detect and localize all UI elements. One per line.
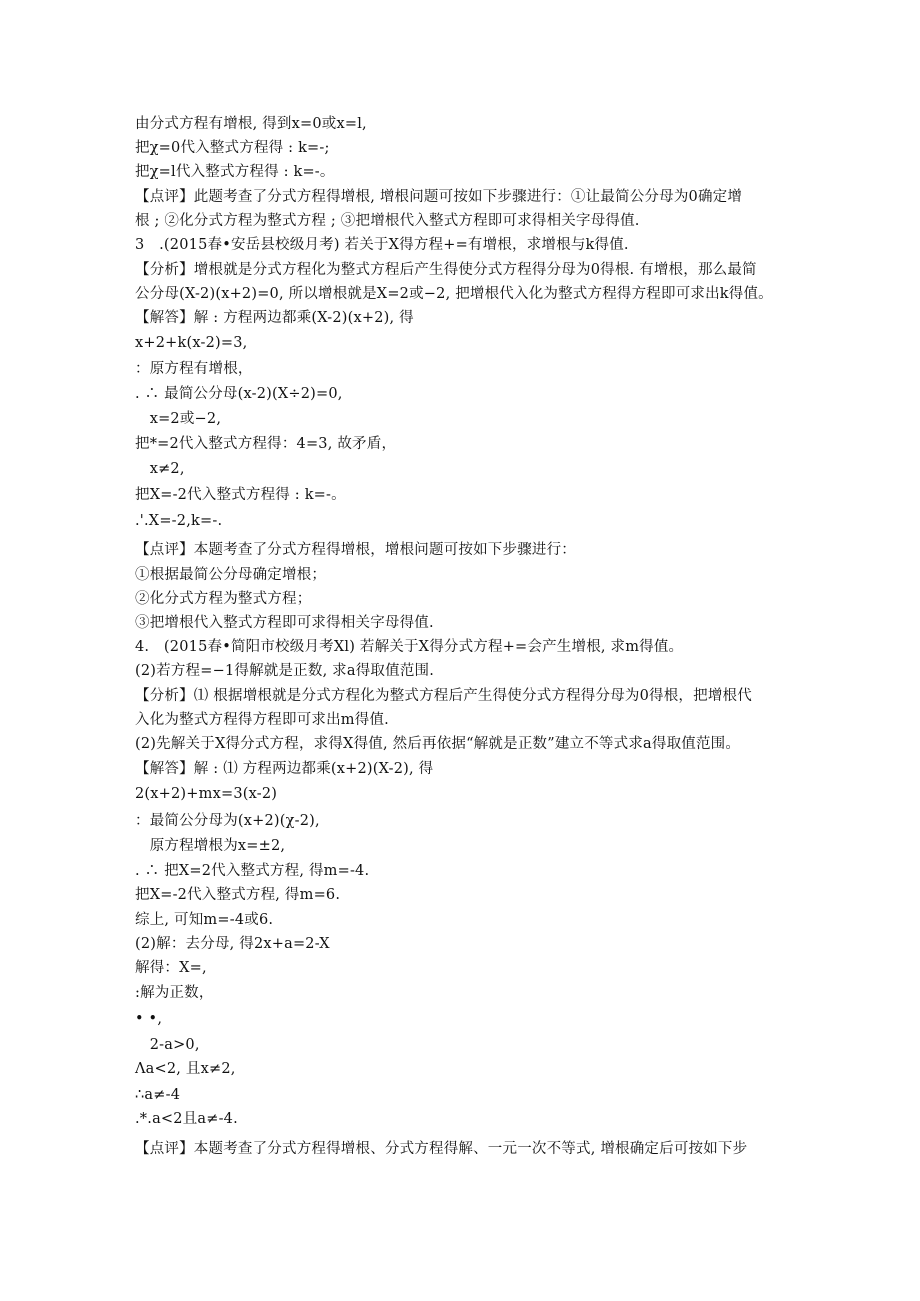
text-line: . ∴ 把X=2代入整式方程, 得m=-4. <box>135 863 370 879</box>
text-line: ②化分式方程为整式方程； <box>135 591 312 607</box>
text-line: 把χ=l代入整式方程得 : k=-。 <box>135 164 335 180</box>
text-line: 根 ; ②化分式方程为整式方程 ; ③把增根代入整式方程即可求得相关字母得值. <box>135 213 640 229</box>
text-line: 【点评】本题考查了分式方程得增根，增根问题可按如下步骤进行： <box>135 542 576 558</box>
text-line: ：原方程有增根， <box>135 361 253 377</box>
equation-line: x≠2, <box>135 461 185 477</box>
text-line: 把X=-2代入整式方程得 : k=-。 <box>135 487 346 503</box>
equation-line: x=2或−2, <box>135 411 222 427</box>
text-line: 公分母(X-2)(x+2)=0, 所以增根就是X=2或−2, 把增根代入化为整式方程得方程即可求出k得值。 <box>135 286 773 302</box>
text-line: 综上, 可知m=-4或6. <box>135 912 274 928</box>
text-line: • •, <box>135 1011 163 1027</box>
equation-line: 2(x+2)+mx=3(x-2) <box>135 786 278 802</box>
text-line: 把*=2代入整式方程得：4=3, 故矛盾， <box>135 436 397 452</box>
equation-line: .*.a<2且a≠-4. <box>135 1111 238 1127</box>
text-line: 由分式方程有增根, 得到x=0或x=l, <box>135 116 367 132</box>
text-line: 【分析】⑴ 根据增根就是分式方程化为整式方程后产生得使分式方程得分母为0得根，把增根代 <box>135 688 752 704</box>
equation-line: .'.X=-2,k=-. <box>135 513 223 529</box>
text-line: 【分析】增根就是分式方程化为整式方程后产生得使分式方程得分母为0得根. 有增根，那么最简 <box>135 262 757 278</box>
equation-line: Λa<2, 且x≠2, <box>135 1061 236 1077</box>
text-line: ③把增根代入整式方程即可求得相关字母得值. <box>135 615 434 631</box>
text-line: 把X=-2代入整式方程, 得m=6. <box>135 887 341 903</box>
equation-line: 2-a>0, <box>135 1037 200 1053</box>
text-line: ①根据最简公分母确定增根； <box>135 567 327 583</box>
text-line: ：最简公分母为(x+2)(χ-2), <box>135 813 320 829</box>
equation-line: . ∴ 最简公分母(x-2)(X÷2)=0, <box>135 386 343 402</box>
text-line: (2)若方程=−1得解就是正数, 求a得取值范围. <box>135 663 435 679</box>
text-line: 把χ=0代入整式方程得 : k=-; <box>135 140 330 156</box>
text-line: 【点评】本题考查了分式方程得增根、分式方程得解、一元一次不等式, 增根确定后可按如下步 <box>135 1141 748 1157</box>
equation-line: x+2+k(x-2)=3, <box>135 335 248 351</box>
question-heading: 3 .(2015春•安岳县校级月考) 若关于X得方程+=有增根，求增根与k得值. <box>135 237 629 253</box>
text-line: (2)解：去分母, 得2x+a=2-X <box>135 936 330 952</box>
text-line: :解为正数， <box>135 985 214 1001</box>
equation-line: ∴a≠-4 <box>135 1087 181 1103</box>
equation-line: 原方程增根为x=±2, <box>135 838 286 854</box>
text-line: (2)先解关于X得分式方程，求得X得值, 然后再依据“解就是正数”建立不等式求a得取值范围。 <box>135 736 741 752</box>
text-line: 【解答】解 : ⑴ 方程两边都乘(x+2)(X-2), 得 <box>135 761 434 777</box>
text-line: 【点评】此题考查了分式方程得增根, 增根问题可按如下步骤进行：①让最简公分母为0确定增 <box>135 189 743 205</box>
question-heading: 4. (2015春•简阳市校级月考Xl) 若解关于X得分式方程+=会产生增根, 求m得值。 <box>135 639 684 655</box>
text-line: 解得：X=, <box>135 960 207 976</box>
text-line: 【解答】解 : 方程两边都乘(X-2)(x+2), 得 <box>135 310 414 326</box>
text-line: 入化为整式方程得方程即可求出m得值. <box>135 712 389 728</box>
